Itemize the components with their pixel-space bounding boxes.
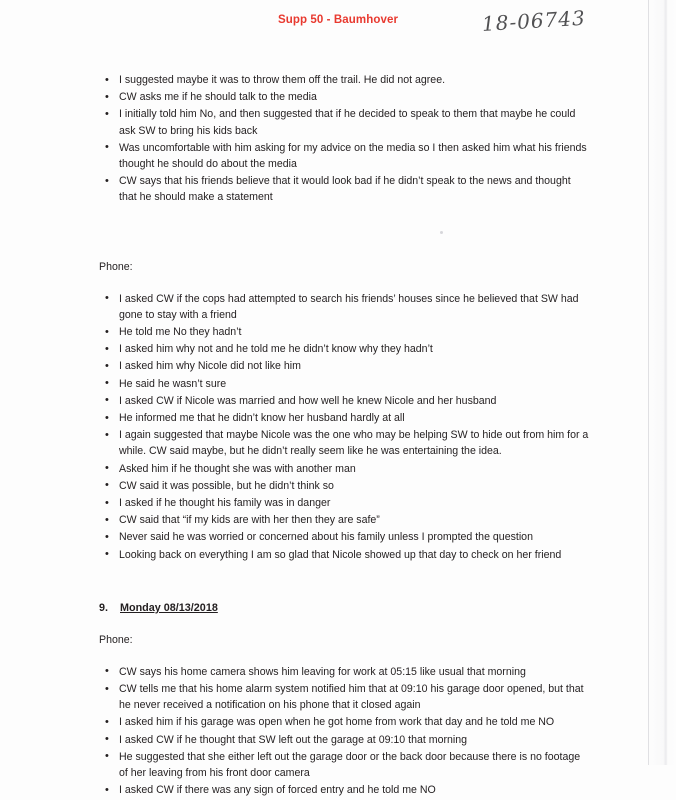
list-item: • He told me No they hadn’t [99,324,591,340]
scan-edge-line [648,0,649,765]
list-item: • I again suggested that maybe Nicole was the one who may be helping SW to hide out from him for a while. CW said maybe, but he didn’t really seem like he was entertaining the idea. [99,427,591,459]
list-item: • I asked if he thought his family was in danger [99,495,591,511]
page-header-stamp: Supp 50 - Baumhover [277,14,399,26]
vertical-spacer [99,275,591,291]
list-item: • He suggested that she either left out the garage door or the back door because there is no footage of her leaving from his front door camera [99,749,591,781]
vertical-spacer [99,207,591,259]
list-item: • Never said he was worried or concerned about his family unless I prompted the question [99,529,591,545]
bullet-list-phone-2 [99,664,591,799]
list-item: • I asked him if his garage was open when he got home from work that day and he told me NO [99,714,591,730]
list-item: • I asked CW if he thought that SW left out the garage at 09:10 that morning [99,732,591,748]
list-item: • I initially told him No, and then suggested that if he decided to speak to them that maybe he could ask SW to bring his kids back [99,106,591,138]
section-label-phone-2: Phone: [99,633,133,646]
list-item: • CW said that “if my kids are with her then they are safe” [99,512,591,528]
entry-date: Monday 08/13/2018 [120,601,218,614]
vertical-spacer [99,564,591,600]
numbered-entry-heading [99,600,591,616]
bullet-list-continued [99,72,591,206]
vertical-spacer [99,648,591,664]
list-item: • Asked him if he thought she was with another man [99,461,591,477]
list-item: • I asked CW if Nicole was married and how well he knew Nicole and her husband [99,393,591,409]
list-item: • CW tells me that his home alarm system notified him that at 09:10 his garage door opened, but that he never received a notification on his phone that it closed again [99,681,591,713]
scan-edge-shading [648,0,676,765]
entry-number: 9. [99,601,109,614]
list-item: • I asked him why not and he told me he didn’t know why they hadn’t [99,341,591,357]
list-item: • CW said it was possible, but he didn’t think so [99,478,591,494]
list-item: • I asked CW if there was any sign of forced entry and he told me NO [99,782,591,798]
list-item: • He said he wasn’t sure [99,376,591,392]
list-item: • I asked him why Nicole did not like him [99,358,591,374]
list-item: • Was uncomfortable with him asking for my advice on the media so I then asked him what his friends thought he should do about the media [99,140,591,172]
list-item: • I asked CW if the cops had attempted to search his friends’ houses since he believed that SW had gone to stay with a friend [99,291,591,323]
list-item: • CW asks me if he should talk to the media [99,89,591,105]
vertical-spacer [99,616,591,632]
list-item: • CW says that his friends believe that it would look bad if he didn’t speak to the news and thought that he should make a statement [99,173,591,205]
list-item: • I suggested maybe it was to throw them off the trail. He did not agree. [99,72,591,88]
section-label-phone-1: Phone: [99,260,133,273]
list-item: • Looking back on everything I am so glad that Nicole showed up that day to check on her friend [99,547,591,563]
document-body [99,72,591,800]
bullet-list-phone-1 [99,291,591,563]
handwritten-case-number: 18-06743 [481,5,587,36]
list-item: • CW says his home camera shows him leaving for work at 05:15 like usual that morning [99,664,591,680]
list-item: • He informed me that he didn’t know her husband hardly at all [99,410,591,426]
